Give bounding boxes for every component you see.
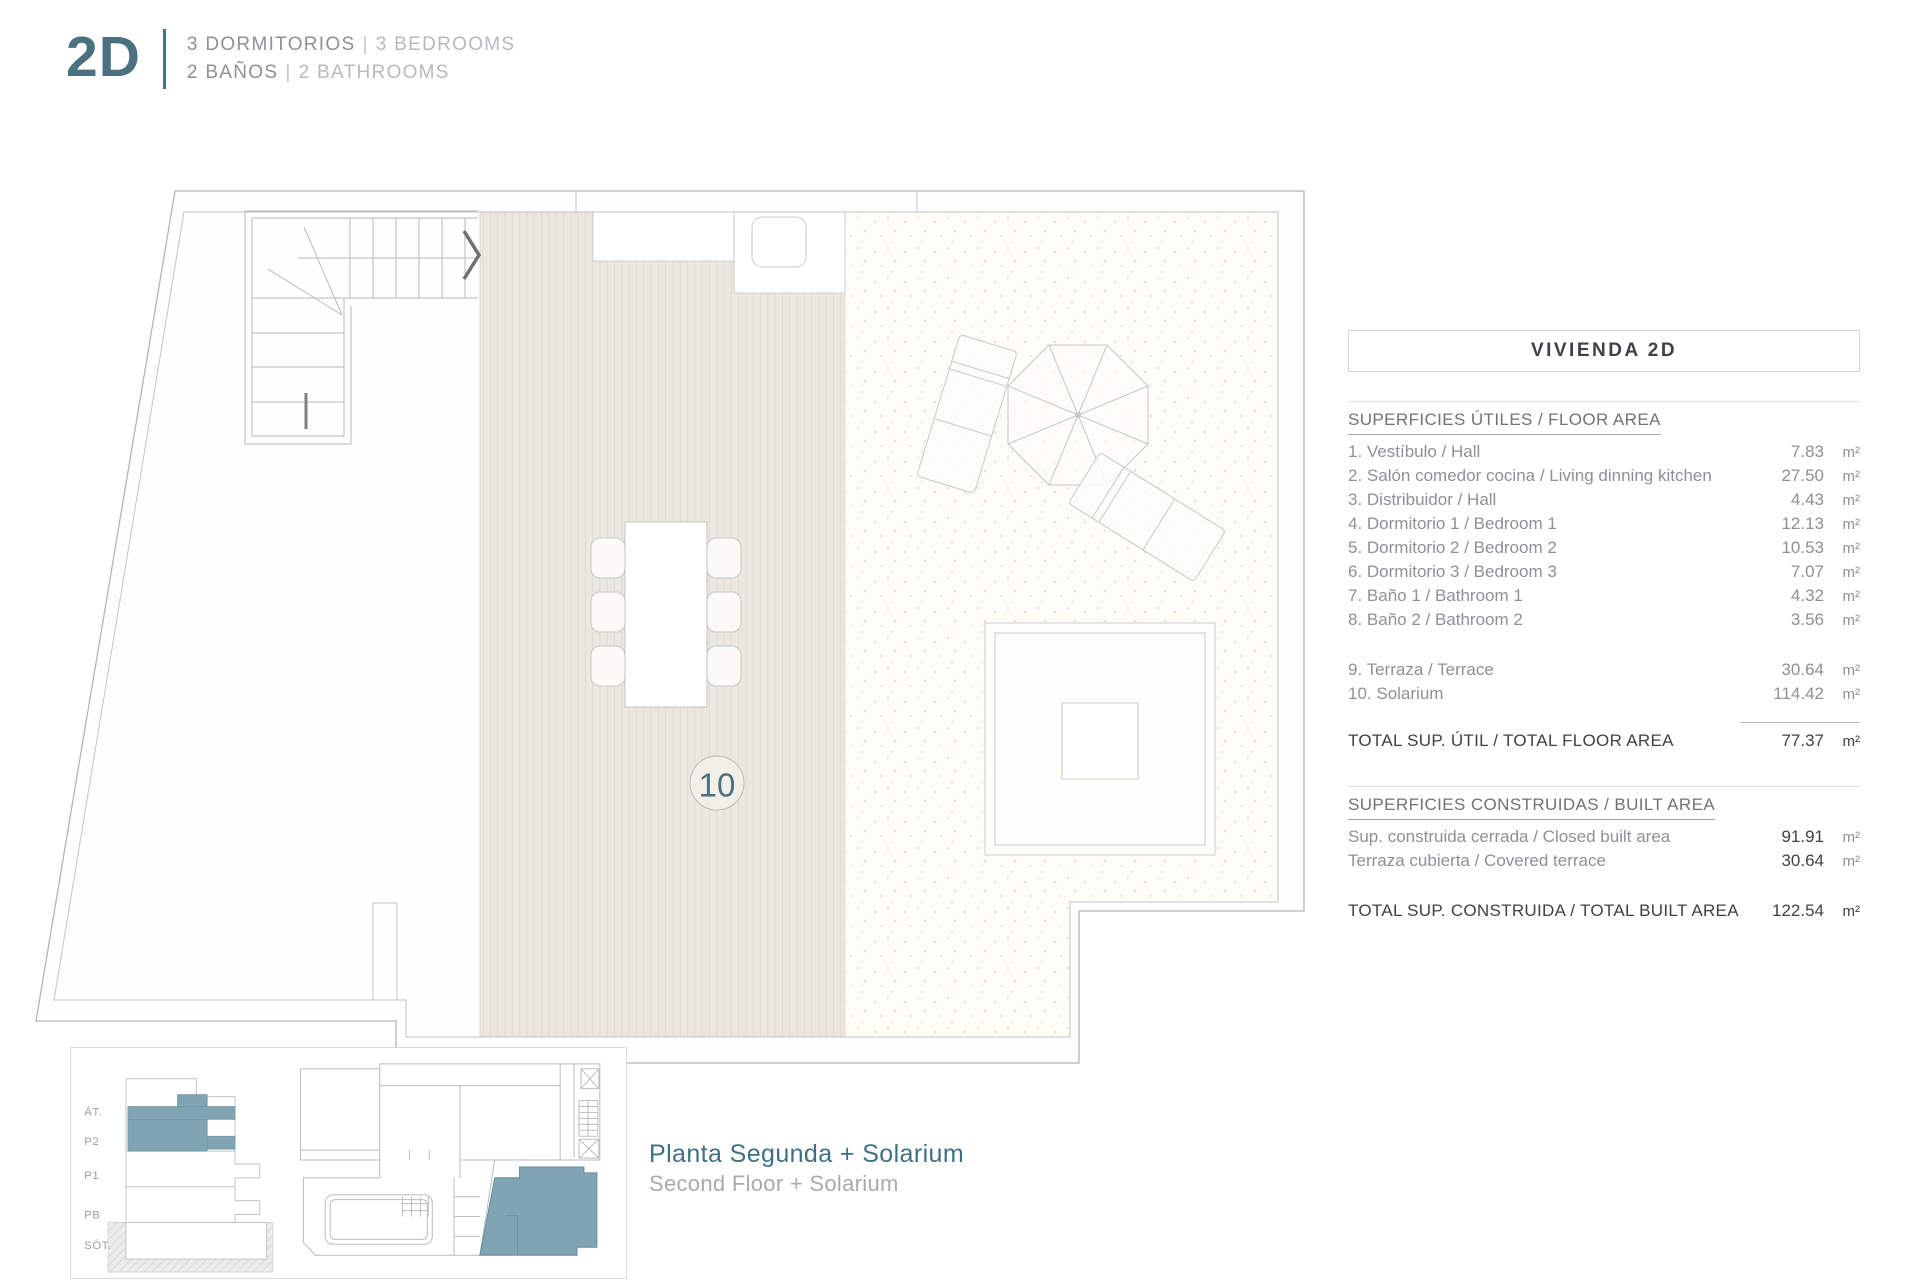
area-value: 4.43	[1790, 490, 1824, 509]
area-row	[1348, 610, 1860, 634]
area-unit: m²	[1842, 564, 1860, 581]
location-inset	[70, 1047, 627, 1279]
area-label: 2. Salón comedor cocina / Living dinning kitchen	[1348, 466, 1712, 485]
area-row	[1348, 538, 1860, 562]
floor-area-heading: SUPERFICIES ÚTILES / FLOOR AREA	[1348, 410, 1661, 435]
area-unit: m²	[1842, 829, 1860, 846]
floor-label: P1	[84, 1169, 100, 1182]
bathrooms-en: 2 BATHROOMS	[298, 62, 450, 83]
area-value: 12.13	[1781, 514, 1824, 533]
caption-en: Second Floor + Solarium	[649, 1171, 899, 1196]
header	[66, 26, 515, 89]
floor-label: ÁT.	[84, 1106, 103, 1119]
spacer	[1348, 875, 1860, 901]
floor-plan-drawing	[30, 155, 1320, 1065]
area-label: 8. Baño 2 / Bathroom 2	[1348, 610, 1523, 629]
floor-label: PB	[84, 1209, 101, 1222]
area-row	[1348, 660, 1860, 684]
unit-code: 2D	[66, 25, 141, 89]
total-floor-area-row	[1348, 731, 1860, 757]
area-unit: m²	[1842, 686, 1860, 703]
separator: |	[362, 34, 369, 55]
total-label: TOTAL SUP. CONSTRUIDA / TOTAL BUILT AREA	[1348, 901, 1739, 920]
bedrooms-line	[187, 31, 516, 59]
area-value: 30.64	[1781, 851, 1824, 870]
area-unit: m²	[1842, 492, 1860, 509]
total-rule	[1740, 722, 1860, 723]
area-unit: m²	[1842, 444, 1860, 461]
floor-label: SÓT.	[84, 1240, 112, 1253]
highlighted-unit	[480, 1167, 597, 1255]
solarium-number: 10	[698, 766, 736, 804]
total-value: 77.37	[1781, 731, 1824, 750]
area-row	[1348, 827, 1860, 851]
location-inset-drawing	[71, 1048, 626, 1278]
chair-icon	[591, 538, 625, 578]
area-label: Sup. construida cerrada / Closed built area	[1348, 827, 1671, 846]
chair-icon	[707, 592, 741, 632]
header-divider	[163, 29, 166, 89]
area-row	[1348, 851, 1860, 875]
area-unit: m²	[1842, 540, 1860, 557]
floor-area-section	[1348, 401, 1860, 757]
bathrooms-es: 2 BAÑOS	[186, 62, 279, 83]
area-row	[1348, 562, 1860, 586]
area-unit: m²	[1842, 468, 1860, 485]
chair-icon	[591, 592, 625, 632]
area-label: 5. Dormitorio 2 / Bedroom 2	[1348, 538, 1557, 557]
skylight-icon	[985, 623, 1215, 855]
chair-icon	[707, 538, 741, 578]
solarium-number-badge	[690, 756, 744, 810]
spacer	[1348, 708, 1860, 722]
area-unit: m²	[1842, 612, 1860, 629]
header-specs	[187, 26, 516, 87]
area-value: 7.07	[1790, 562, 1824, 581]
total-value: 122.54	[1772, 901, 1824, 920]
area-label: 7. Baño 1 / Bathroom 1	[1348, 586, 1523, 605]
panel-title: VIVIENDA 2D	[1348, 330, 1860, 372]
area-label: 4. Dormitorio 1 / Bedroom 1	[1348, 514, 1557, 533]
area-label: 3. Distribuidor / Hall	[1348, 490, 1497, 509]
plan-caption	[649, 1139, 964, 1197]
area-value: 4.32	[1790, 586, 1824, 605]
area-unit: m²	[1842, 662, 1860, 679]
chair-icon	[591, 646, 625, 686]
area-value: 7.83	[1790, 442, 1824, 461]
area-unit: m²	[1842, 903, 1860, 920]
chair-icon	[707, 646, 741, 686]
bathrooms-line	[187, 59, 516, 87]
spacer	[1348, 634, 1860, 660]
total-label: TOTAL SUP. ÚTIL / TOTAL FLOOR AREA	[1348, 731, 1674, 750]
separator: |	[285, 62, 292, 83]
floor-plan	[30, 155, 1320, 1065]
caption-es: Planta Segunda + Solarium	[649, 1140, 965, 1168]
area-row	[1348, 514, 1860, 538]
area-row	[1348, 586, 1860, 610]
area-unit: m²	[1842, 733, 1860, 750]
area-label: 6. Dormitorio 3 / Bedroom 3	[1348, 562, 1557, 581]
key-plan	[300, 1064, 599, 1255]
bedrooms-en: 3 BEDROOMS	[375, 34, 516, 55]
built-area-heading: SUPERFICIES CONSTRUIDAS / BUILT AREA	[1348, 795, 1715, 820]
area-value: 27.50	[1781, 466, 1824, 485]
area-unit: m²	[1842, 516, 1860, 533]
built-area-section	[1348, 786, 1860, 927]
parasol-icon	[1008, 345, 1148, 485]
area-row	[1348, 684, 1860, 708]
area-row	[1348, 466, 1860, 490]
area-value: 3.56	[1790, 610, 1824, 629]
area-unit: m²	[1842, 588, 1860, 605]
area-row	[1348, 490, 1860, 514]
area-value: 91.91	[1781, 827, 1824, 846]
area-unit: m²	[1842, 853, 1860, 870]
dining-table-icon	[591, 522, 741, 707]
areas-panel	[1348, 330, 1860, 927]
floor-labels	[84, 1105, 111, 1252]
area-row	[1348, 442, 1860, 466]
area-label: 10. Solarium	[1348, 684, 1444, 703]
floor-label: P2	[84, 1136, 100, 1149]
bedrooms-es: 3 DORMITORIOS	[186, 34, 356, 55]
area-value: 30.64	[1781, 660, 1824, 679]
total-built-area-row	[1348, 901, 1860, 927]
building-elevation	[84, 1079, 272, 1272]
area-label: 9. Terraza / Terrace	[1348, 660, 1494, 679]
area-value: 114.42	[1773, 684, 1824, 703]
area-value: 10.53	[1781, 538, 1824, 557]
area-label: Terraza cubierta / Covered terrace	[1348, 851, 1606, 870]
area-label: 1. Vestíbulo / Hall	[1348, 442, 1481, 461]
